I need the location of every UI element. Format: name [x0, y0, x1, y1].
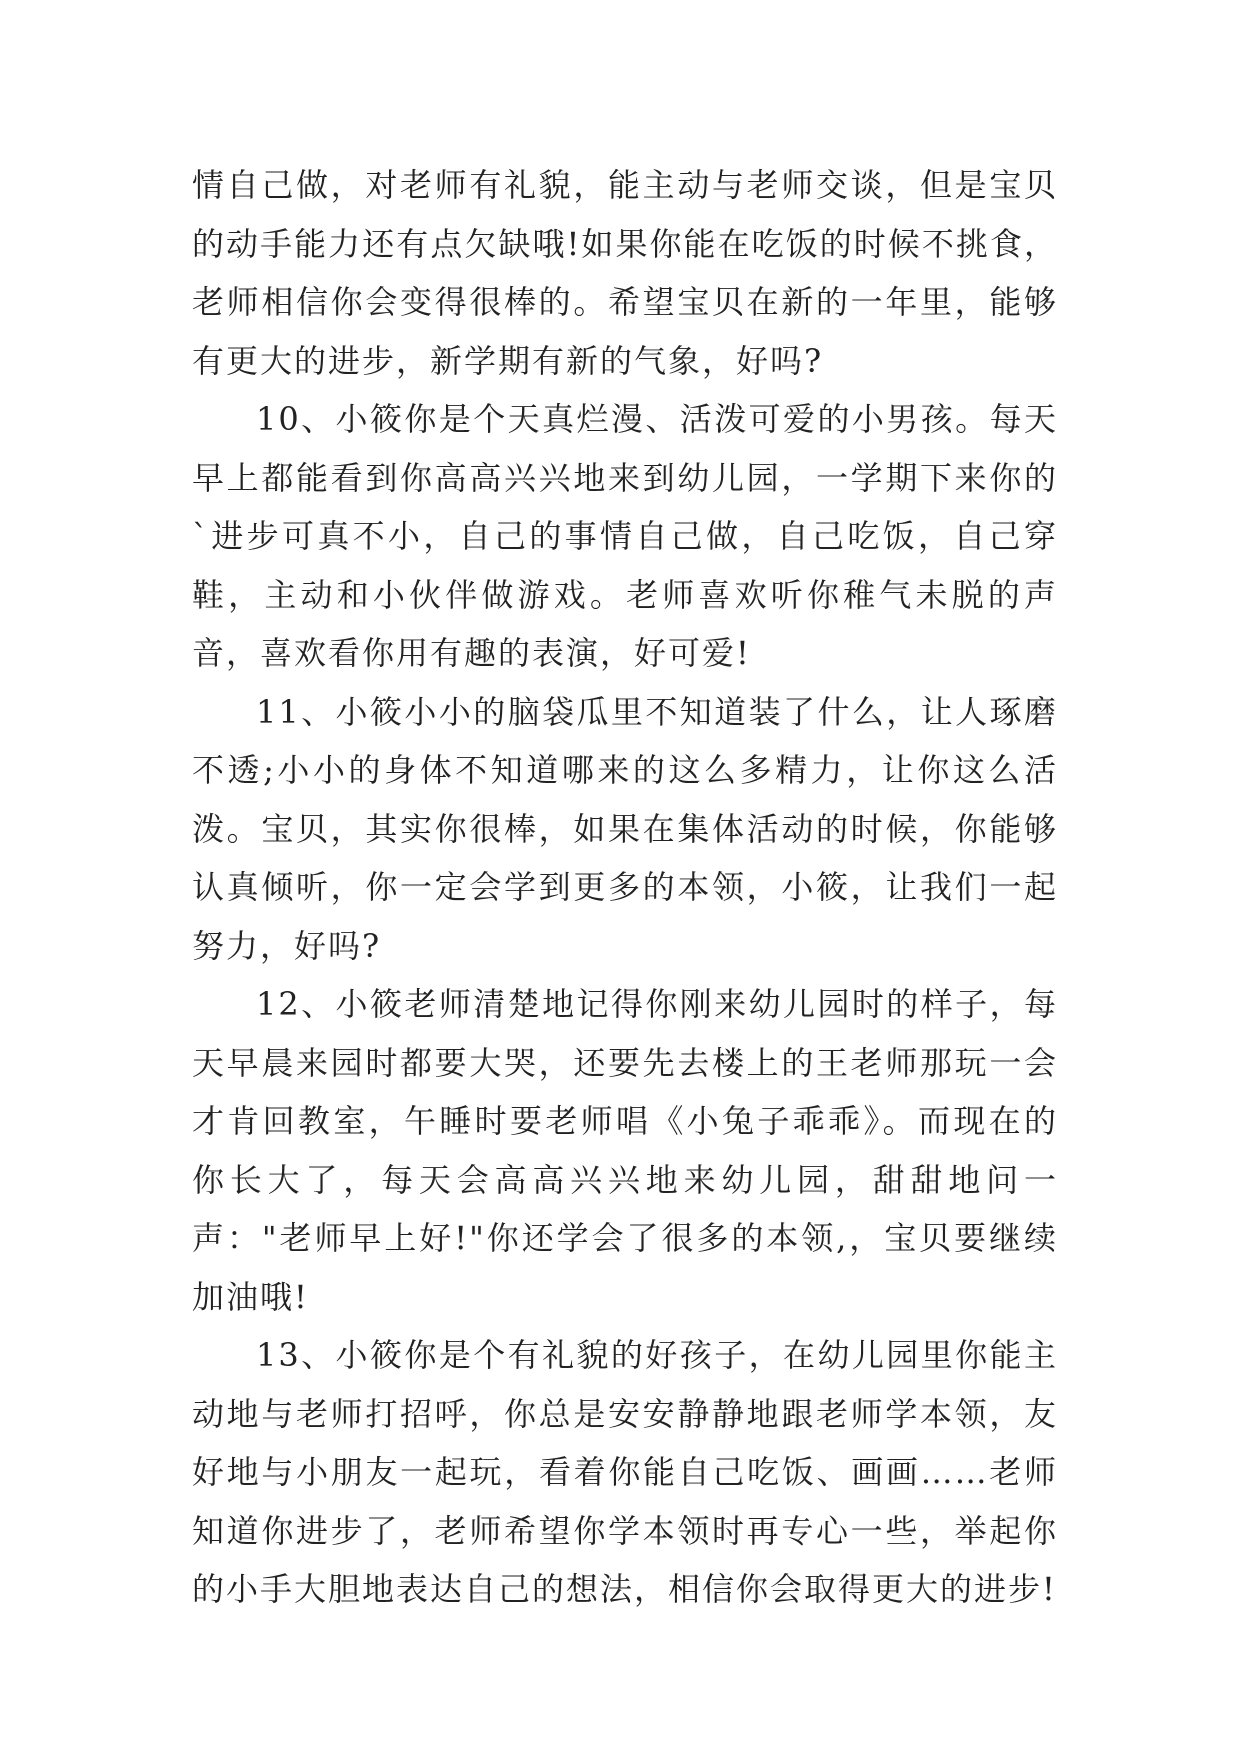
- paragraph-11: 11、小筱小小的脑袋瓜里不知道装了什么，让人琢磨不透;小小的身体不知道哪来的这么多精力，让你这么活泼。宝贝，其实你很棒，如果在集体活动的时候，你能够认真倾听，你一定会学到更多的本领，小筱，让我们一起努力，好吗?: [192, 692, 1058, 965]
- document-body: [192, 156, 1058, 1619]
- paragraph-12: 12、小筱老师清楚地记得你刚来幼儿园时的样子，每天早晨来园时都要大哭，还要先去楼上的王老师那玩一会才肯回教室，午睡时要老师唱《小兔子乖乖》。而现在的你长大了，每天会高高兴兴地来幼儿园，甜甜地问一声："老师早上好!"你还学会了很多的本领,，宝贝要继续加油哦!: [192, 985, 1058, 1316]
- paragraph-10: 10、小筱你是个天真烂漫、活泼可爱的小男孩。每天早上都能看到你高高兴兴地来到幼儿园，一学期下来你的`进步可真不小，自己的事情自己做，自己吃饭，自己穿鞋，主动和小伙伴做游戏。老师喜欢听你稚气未脱的声音，喜欢看你用有趣的表演，好可爱!: [192, 400, 1058, 672]
- paragraph-13: 13、小筱你是个有礼貌的好孩子，在幼儿园里你能主动地与老师打招呼，你总是安安静静地跟老师学本领，友好地与小朋友一起玩，看着你能自己吃饭、画画……老师知道你进步了，老师希望你学本领时再专心一些，举起你的小手大胆地表达自己的想法，相信你会取得更大的进步!: [192, 1336, 1058, 1608]
- paragraph-continued: 情自己做，对老师有礼貌，能主动与老师交谈，但是宝贝的动手能力还有点欠缺哦!如果你能在吃饭的时候不挑食，老师相信你会变得很棒的。希望宝贝在新的一年里，能够有更大的进步，新学期有新的气象，好吗?: [192, 166, 1058, 380]
